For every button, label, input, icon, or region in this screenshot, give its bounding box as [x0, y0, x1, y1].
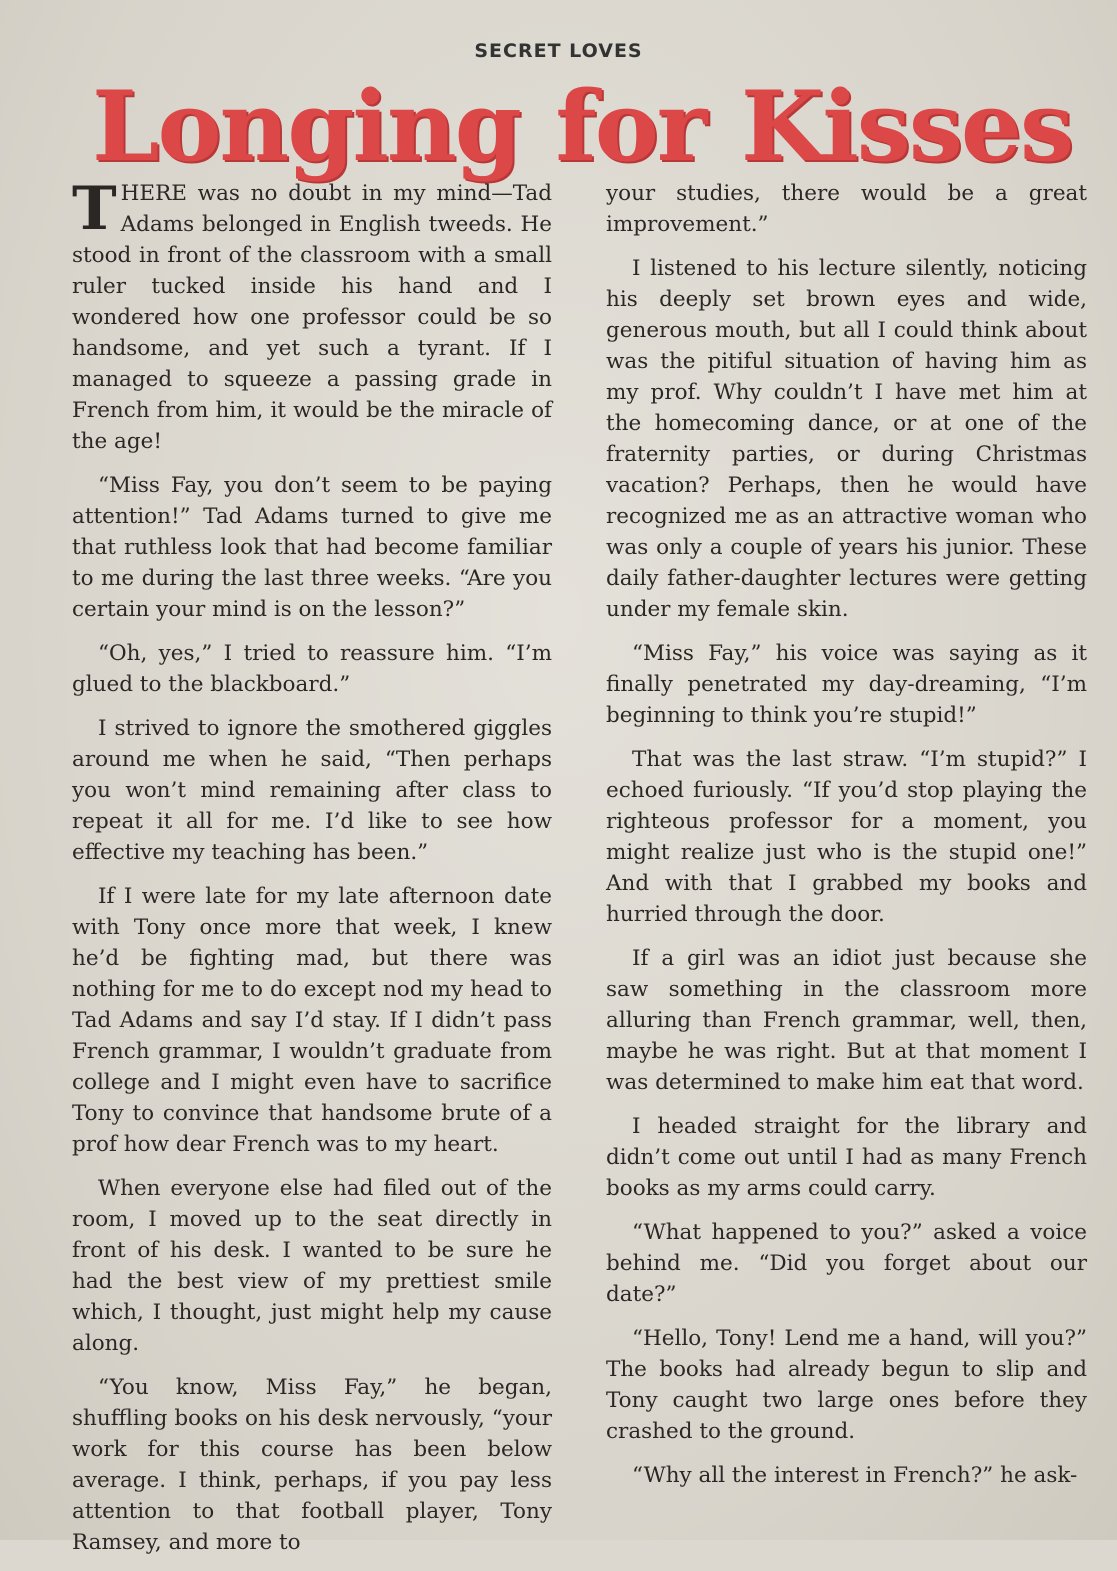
paragraph: “Hello, Tony! Lend me a hand, will you?” The books had already begun to slip and Tony caught two large ones before they crashed to the ground.	[606, 1326, 1087, 1444]
paragraph: “Miss Fay,” his voice was saying as it finally penetrated my day-dreaming, “I’m beginning to think you’re stupid!”	[606, 641, 1087, 728]
right-column	[606, 178, 1087, 1504]
paragraph: “Oh, yes,” I tried to reassure him. “I’m glued to the blackboard.”	[72, 641, 552, 697]
paragraph: THERE was no doubt in my mind—Tad Adams belonged in English tweeds. He stood in front of the classroom with a small ruler tucked inside his hand and I wondered how one professor could be so handsome, and yet such a tyrant. If I managed to squeeze a passing grade in French from him, it would be the miracle of the age!	[72, 174, 552, 454]
paragraph: your studies, there would be a great improvement.”	[606, 181, 1087, 237]
story-title	[92, 72, 1072, 182]
paragraph: “What happened to you?” asked a voice behind me. “Did you forget about our date?”	[606, 1220, 1087, 1307]
paragraph: If a girl was an idiot just because she saw something in the classroom more alluring than French grammar, well, then, maybe he was right. But at that moment I was determined to make him eat that word.	[606, 946, 1087, 1095]
paragraph: I strived to ignore the smothered giggles around me when he said, “Then perhaps you won’t mind remaining after class to repeat it all for me. I’d like to see how effective my teaching has been.”	[72, 716, 552, 865]
paragraph: I listened to his lecture silently, noticing his deeply set brown eyes and wide, generous mouth, but all I could think about was the pitiful situation of having him as my prof. Why couldn’t I have met him at the homecoming dance, or at one of the fraternity parties, or during Christmas vacation? Perhaps, then he would have recognized me as an attractive woman who was only a couple of years his junior. These daily father-daughter lectures were getting under my female skin.	[606, 256, 1087, 622]
left-column	[72, 174, 552, 1571]
title-word: for	[555, 70, 706, 183]
running-head: SECRET LOVES	[474, 40, 643, 62]
paragraph: That was the last straw. “I’m stupid?” I echoed furiously. “If you’d stop playing the righteous professor for a moment, you might realize just who is the stupid one!” And with that I grabbed my books and hurried through the door.	[606, 747, 1087, 927]
paragraph: “Why all the interest in French?” he ask-	[632, 1463, 1078, 1488]
title-word: Kisses	[740, 70, 1072, 183]
paragraph: If I were late for my late afternoon date with Tony once more that week, I knew he’d be fighting mad, but there was nothing for me to do except nod my head to Tad Adams and say I’d stay. If I didn’t pass French grammar, I wouldn’t graduate from college and I might even have to sacrifice Tony to convince that handsome brute of a prof how dear French was to my heart.	[72, 884, 552, 1157]
paragraph: “You know, Miss Fay,” he began, shuffling books on his desk nervously, “your work for this course has been below average. I think, perhaps, if you pay less attention to that football player, Tony Ramsey, and more to	[72, 1375, 552, 1555]
paragraph: I headed straight for the library and didn’t come out until I had as many French books as my arms could carry.	[606, 1114, 1087, 1201]
drop-cap: T	[72, 174, 117, 244]
paragraph: “Miss Fay, you don’t seem to be paying attention!” Tad Adams turned to give me that ruthless look that had become familiar to me during the last three weeks. “Are you certain your mind is on the lesson?”	[72, 473, 552, 622]
paragraph: When everyone else had filed out of the room, I moved up to the seat directly in front of his desk. I wanted to be sure he had the best view of my prettiest smile which, I thought, just might help my cause along.	[72, 1176, 552, 1356]
title-word: Longing	[92, 70, 520, 183]
